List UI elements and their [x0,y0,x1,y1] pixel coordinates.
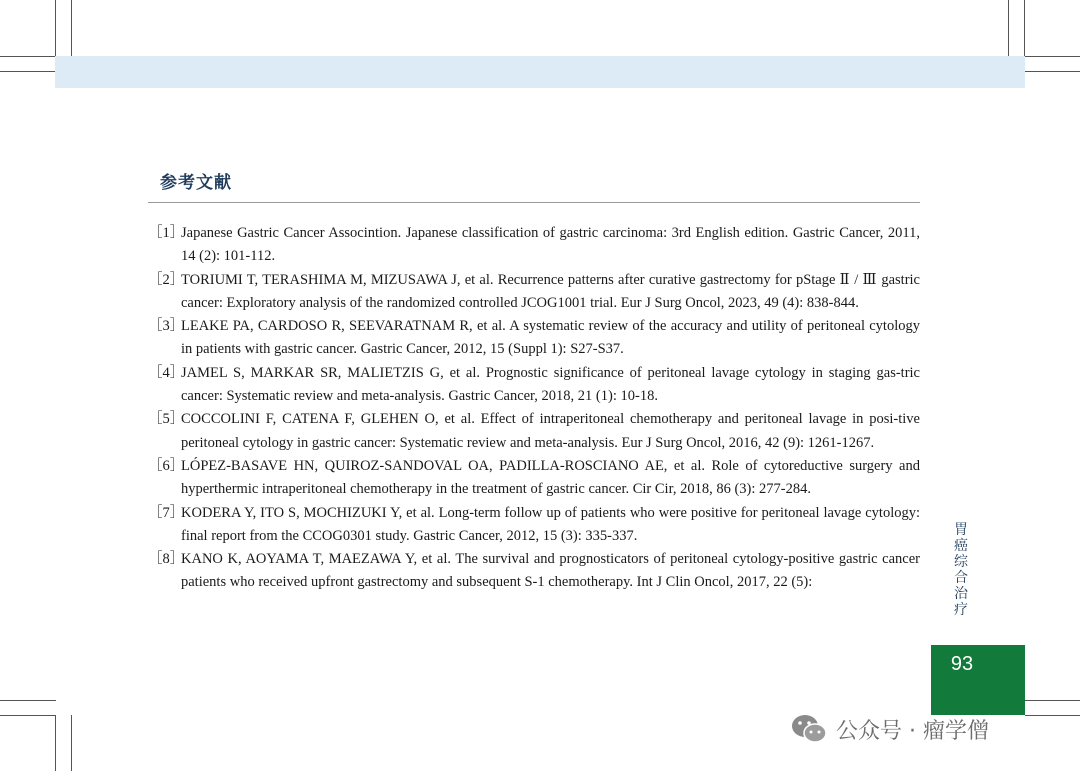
page-number-box [931,645,1025,715]
reference-text: KANO K, AOYAMA T, MAEZAWA Y, et al. The survival and prognosticators of peritoneal cytology-positive gastric cancer patients who received upfront gastrectomy and subsequent S-1 chemotherapy. Int J Clin Oncol, 2017, 22 (5): [181,551,920,591]
reference-number: ［8］ [148,551,185,568]
reference-number: ［4］ [148,364,185,381]
watermark-text: 公众号 · 瘤学僧 [836,718,989,744]
reference-number: ［2］ [148,271,185,288]
reference-text: Japanese Gastric Cancer Associntion. Japanese classification of gastric carcinoma: 3rd English edition. Gastric Cancer, 2011, 14 (2): 101-112. [181,225,920,265]
crop-mark [0,715,56,716]
section-title: 参考文献 [160,173,232,193]
crop-mark [0,71,56,72]
reference-text: KODERA Y, ITO S, MOCHIZUKI Y, et al. Long-term follow up of patients who were positive for peritoneal lavage cytology: final report from the CCOG0301 study. Gastric Cancer, 2012, 15 (3): 335-337. [181,504,920,544]
reference-number: ［7］ [148,504,185,521]
crop-mark [1025,715,1080,716]
reference-list [148,222,920,595]
reference-item [148,222,920,269]
reference-number: ［1］ [148,225,185,241]
header-band [55,56,1025,88]
reference-item [148,408,920,455]
reference-text: LEAKE PA, CARDOSO R, SEEVARATNAM R, et al. A systematic review of the accuracy and utility of peritoneal cytology in patients with gastric cancer. Gastric Cancer, 2012, 15 (Suppl 1): S27-S37. [181,318,920,358]
reference-number: ［6］ [148,457,185,474]
page-number: 93 [950,653,974,675]
wechat-icon [790,713,828,745]
reference-item [148,362,920,409]
crop-mark [1008,0,1009,56]
crop-mark [1024,0,1025,56]
reference-text: COCCOLINI F, CATENA F, GLEHEN O, et al. Effect of intraperitoneal chemotherapy and peritoneal lavage in posi-tive peritoneal cytology in gastric cancer: Systematic review and meta-analysis. Eur J Surg Oncol, 2016, 42 (9): 1261-1267. [181,411,920,451]
reference-item [148,548,920,595]
reference-item [148,315,920,362]
watermark [790,709,989,749]
title-divider [148,202,920,203]
crop-mark [1025,700,1080,701]
chapter-side-label: 胃癌综合治疗 [954,522,968,618]
crop-mark [71,715,72,771]
reference-item [148,269,920,316]
crop-mark [0,56,56,57]
reference-text: LÓPEZ-BASAVE HN, QUIROZ-SANDOVAL OA, PADILLA-ROSCIANO AE, et al. Role of cytoreductive surgery and hyperthermic intraperitoneal chemotherapy in the treatment of gastric cancer. Cir Cir, 2018, 86 (3): 277-284. [181,457,920,498]
reference-item [148,502,920,549]
crop-mark [55,0,56,56]
crop-mark [1025,71,1080,72]
reference-item [148,455,920,502]
crop-mark [0,700,56,701]
crop-mark [71,0,72,56]
crop-mark [1025,56,1080,57]
reference-text: TORIUMI T, TERASHIMA M, MIZUSAWA J, et al. Recurrence patterns after curative gastrectomy for pStage Ⅱ / Ⅲ gastric cancer: Exploratory analysis of the randomized controlled JCOG1001 trial. Eur J Surg Oncol, 2023, 49 (4): 838-844. [181,271,920,311]
crop-mark [55,715,56,771]
reference-number: ［3］ [148,318,185,335]
reference-text: JAMEL S, MARKAR SR, MALIETZIS G, et al. Prognostic significance of peritoneal lavage cytology in staging gas-tric cancer: Systematic review and meta-analysis. Gastric Cancer, 2018, 21 (1): 10-18. [181,364,920,405]
reference-number: ［5］ [148,411,185,428]
